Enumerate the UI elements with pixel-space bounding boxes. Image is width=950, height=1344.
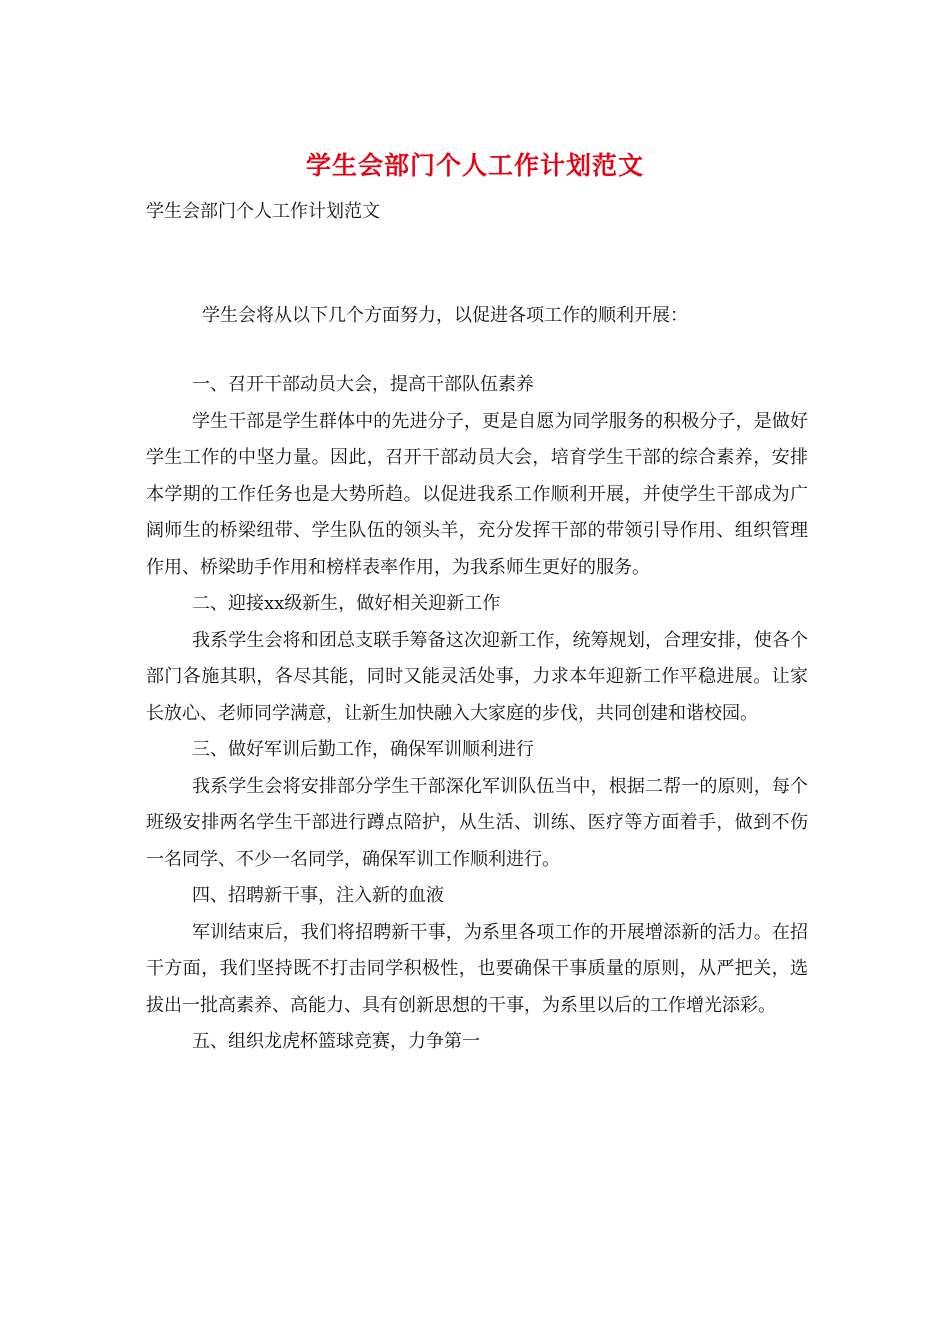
intro-paragraph: 学生会将从以下几个方面努力，以促进各项工作的顺利开展： bbox=[202, 305, 688, 326]
document-body bbox=[146, 367, 808, 1061]
document-title: 学生会部门个人工作计划范文 bbox=[305, 151, 644, 180]
section-heading: 五、组织龙虎杯篮球竞赛，力争第一 bbox=[192, 1031, 480, 1052]
section-paragraph: 我系学生会将和团总支联手筹备这次迎新工作，统筹规划，合理安排，使各个部门各施其职，各尽其能，同时又能灵活处事，力求本年迎新工作平稳进展。让家长放心、老师同学满意，让新生加快融入大家庭的步伐，共同创建和谐校园。 bbox=[146, 629, 808, 724]
document-subtitle: 学生会部门个人工作计划范文 bbox=[146, 201, 380, 222]
section-paragraph: 军训结束后，我们将招聘新干事，为系里各项工作的开展增添新的活力。在招干方面，我们坚持既不打击同学积极性，也要确保干事质量的原则，从严把关，选拔出一批高素养、高能力、具有创新思想的干事，为系里以后的工作增光添彩。 bbox=[146, 921, 808, 1016]
section-paragraph: 学生干部是学生群体中的先进分子，更是自愿为同学服务的积极分子，是做好学生工作的中坚力量。因此，召开干部动员大会，培育学生干部的综合素养，安排本学期的工作任务也是大势所趋。以促进我系工作顺利开展，并使学生干部成为广阔师生的桥梁纽带、学生队伍的领头羊，充分发挥干部的带领引导作用、组织管理作用、桥梁助手作用和榜样表率作用，为我系师生更好的服务。 bbox=[146, 410, 808, 578]
section-heading: 三、做好军训后勤工作，确保军训顺利进行 bbox=[192, 739, 534, 760]
section-heading: 二、迎接xx级新生，做好相关迎新工作 bbox=[192, 593, 501, 614]
section-paragraph: 我系学生会将安排部分学生干部深化军训队伍当中，根据二帮一的原则，每个班级安排两名学生干部进行蹲点陪护，从生活、训练、医疗等方面着手，做到不伤一名同学、不少一名同学，确保军训工作顺利进行。 bbox=[146, 775, 808, 870]
section-heading: 四、招聘新干事，注入新的血液 bbox=[192, 885, 444, 906]
section-heading: 一、召开干部动员大会，提高干部队伍素养 bbox=[192, 374, 534, 395]
